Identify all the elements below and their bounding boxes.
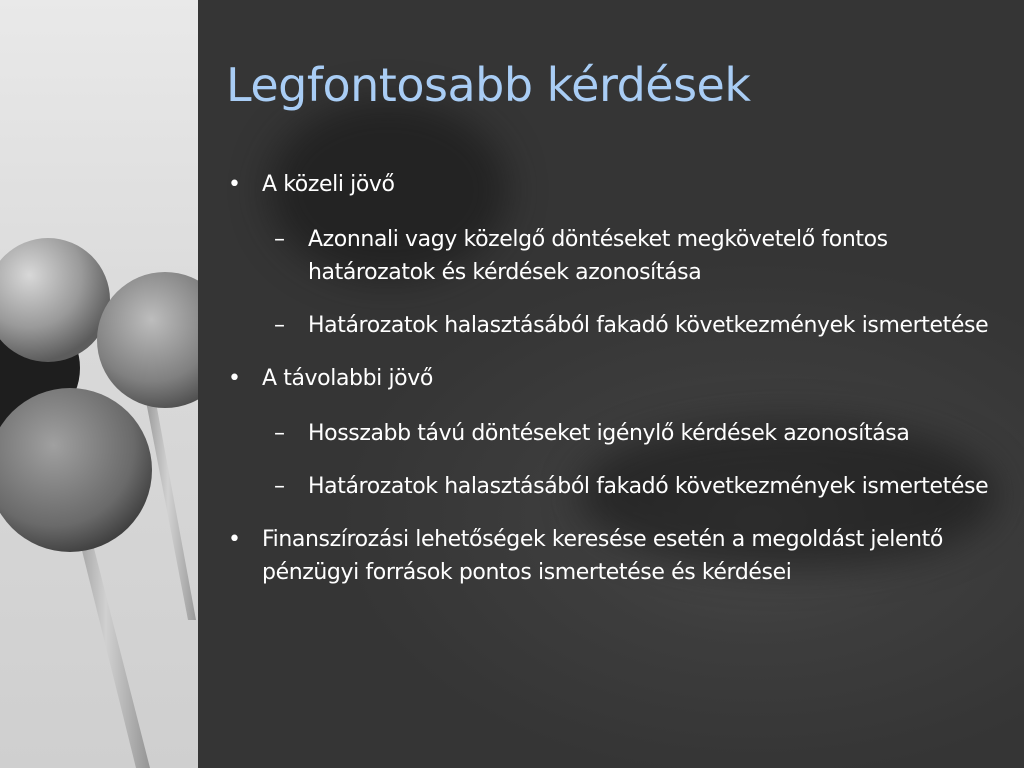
bullet-item <box>226 523 1006 589</box>
background-photo-pushpins <box>0 0 198 768</box>
bullet-marker: • <box>228 366 241 391</box>
bullet-list <box>226 168 1006 611</box>
sub-bullet-text: Határozatok halasztásából fakadó következmények ismertetése <box>308 313 989 338</box>
bullet-marker: • <box>228 527 241 552</box>
sub-bullet-text: Azonnali vagy közelgő döntéseket megkövetelő fontos határozatok és kérdések azonosítása <box>308 227 888 285</box>
bullet-marker: • <box>228 172 241 197</box>
slide-title: Legfontosabb kérdések <box>226 58 751 112</box>
bullet-text: A távolabbi jövő <box>262 366 433 391</box>
sub-bullet-item <box>226 417 1006 450</box>
pushpin-illustration <box>0 0 198 768</box>
bullet-item <box>226 168 1006 201</box>
sub-bullet-marker: – <box>274 313 285 338</box>
sub-bullet-text: Határozatok halasztásából fakadó következmények ismertetése <box>308 474 989 499</box>
sub-bullet-marker: – <box>274 227 285 252</box>
sub-bullet-item <box>226 309 1006 342</box>
sub-bullet-text: Hosszabb távú döntéseket igénylő kérdések azonosítása <box>308 421 910 446</box>
sub-bullet-marker: – <box>274 474 285 499</box>
bullet-item <box>226 362 1006 395</box>
bullet-text: Finanszírozási lehetőségek keresése esetén a megoldást jelentő pénzügyi források pontos ismertetése és kérdései <box>262 527 943 585</box>
sub-bullet-item <box>226 223 1006 289</box>
sub-bullet-marker: – <box>274 421 285 446</box>
sub-bullet-item <box>226 470 1006 503</box>
bullet-text: A közeli jövő <box>262 172 395 197</box>
